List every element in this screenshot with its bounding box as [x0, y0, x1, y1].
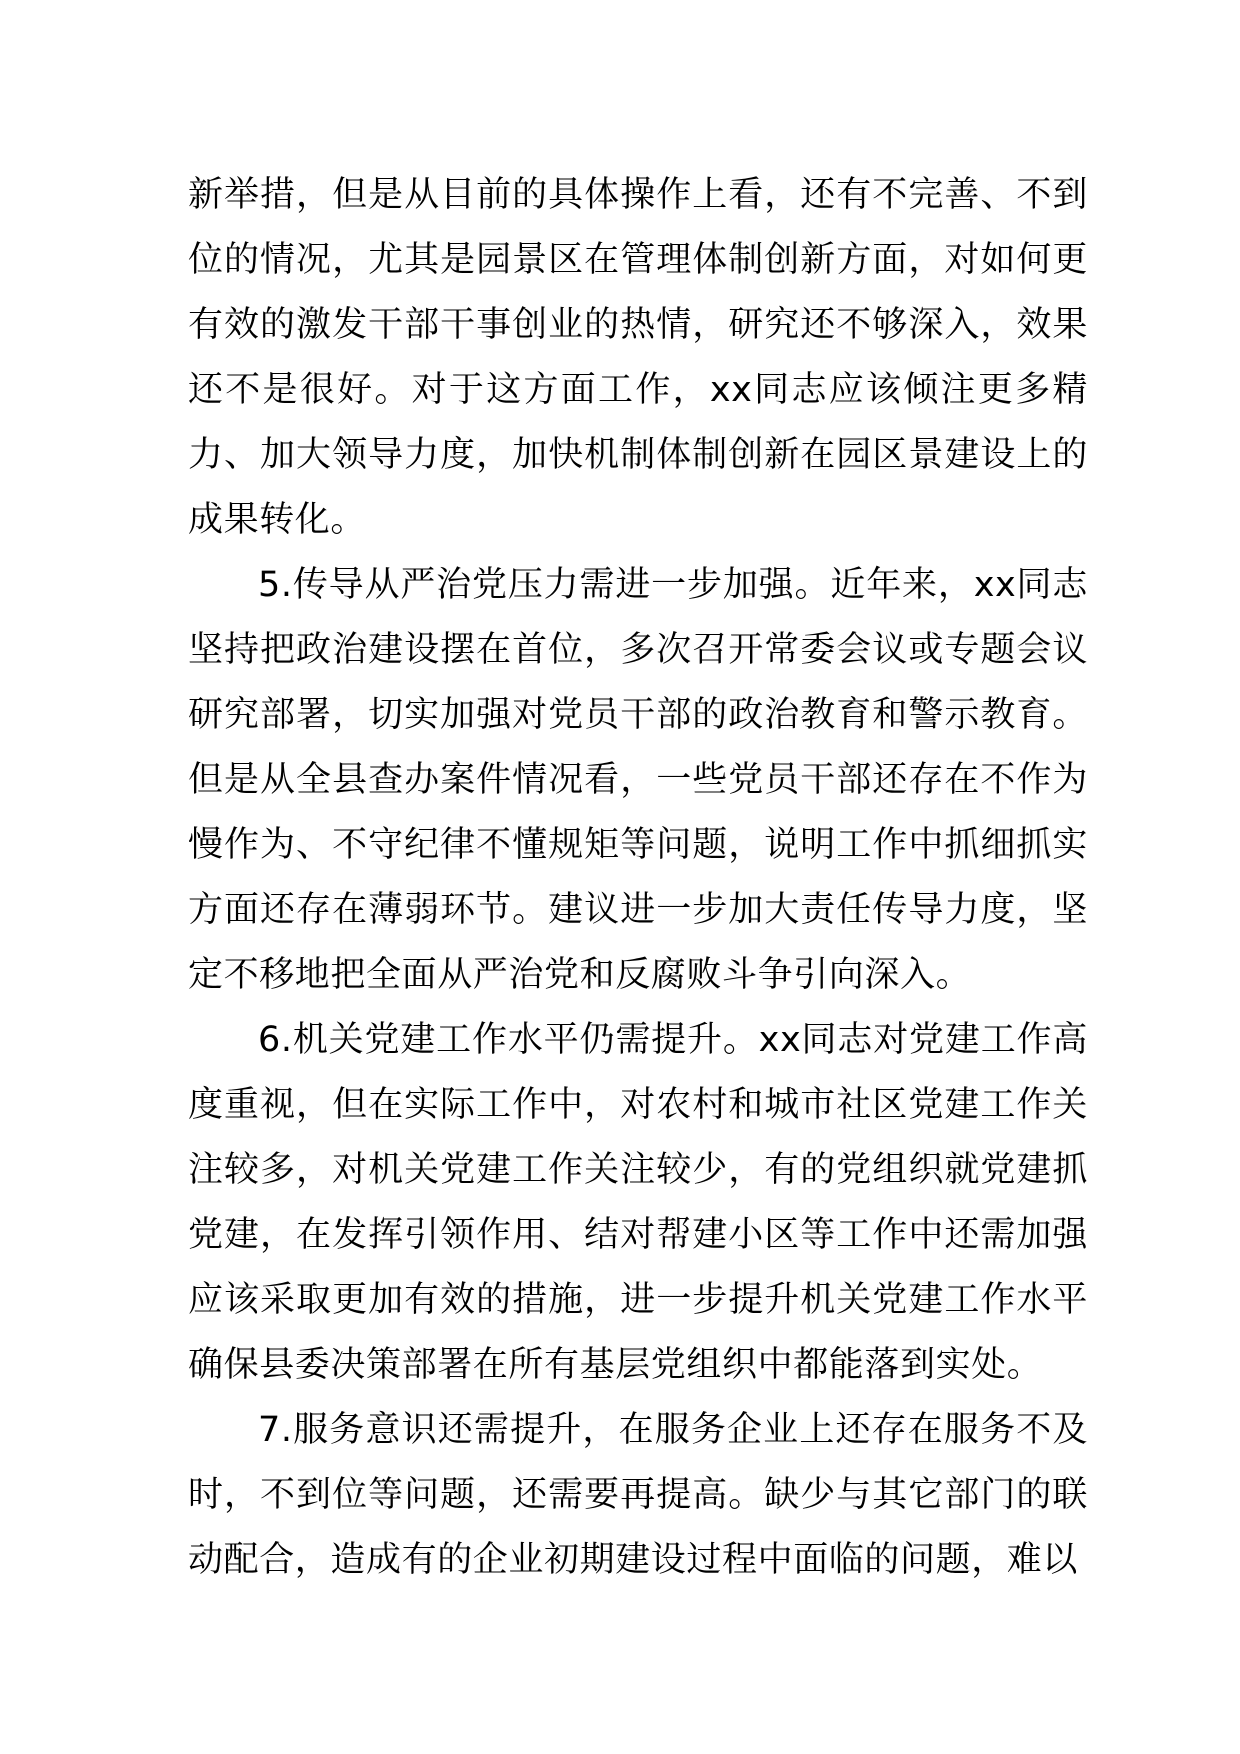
paragraph-item-6: 6.机关党建工作水平仍需提升。xx同志对党建工作高度重视，但在实际工作中，对农村和城市社区党建工作关注较多，对机关党建工作关注较少，有的党组织就党建抓党建，在发挥引领作用、结对帮建小区等工作中还需加强应该采取更加有效的措施，进一步提升机关党建工作水平确保县委决策部署在所有基层党组织中都能落到实处。 — [188, 1020, 1088, 1385]
paragraph-item-7: 7.服务意识还需提升，在服务企业上还存在服务不及时，不到位等问题，还需要再提高。缺少与其它部门的联动配合，造成有的企业初期建设过程中面临的问题，难以 — [188, 1410, 1088, 1580]
document-body — [188, 163, 1088, 1593]
paragraph-item-5: 5.传导从严治党压力需进一步加强。近年来，xx同志坚持把政治建设摆在首位，多次召开常委会议或专题会议研究部署，切实加强对党员干部的政治教育和警示教育。但是从全县查办案件情况看，一些党员干部还存在不作为慢作为、不守纪律不懂规矩等问题，说明工作中抓细抓实方面还存在薄弱环节。建议进一步加大责任传导力度，坚定不移地把全面从严治党和反腐败斗争引向深入。 — [188, 565, 1088, 995]
paragraph-continuation: 新举措，但是从目前的具体操作上看，还有不完善、不到位的情况，尤其是园景区在管理体制创新方面，对如何更有效的激发干部干事创业的热情，研究还不够深入，效果还不是很好。对于这方面工作，xx同志应该倾注更多精力、加大领导力度，加快机制体制创新在园区景建设上的成果转化。 — [188, 175, 1088, 540]
